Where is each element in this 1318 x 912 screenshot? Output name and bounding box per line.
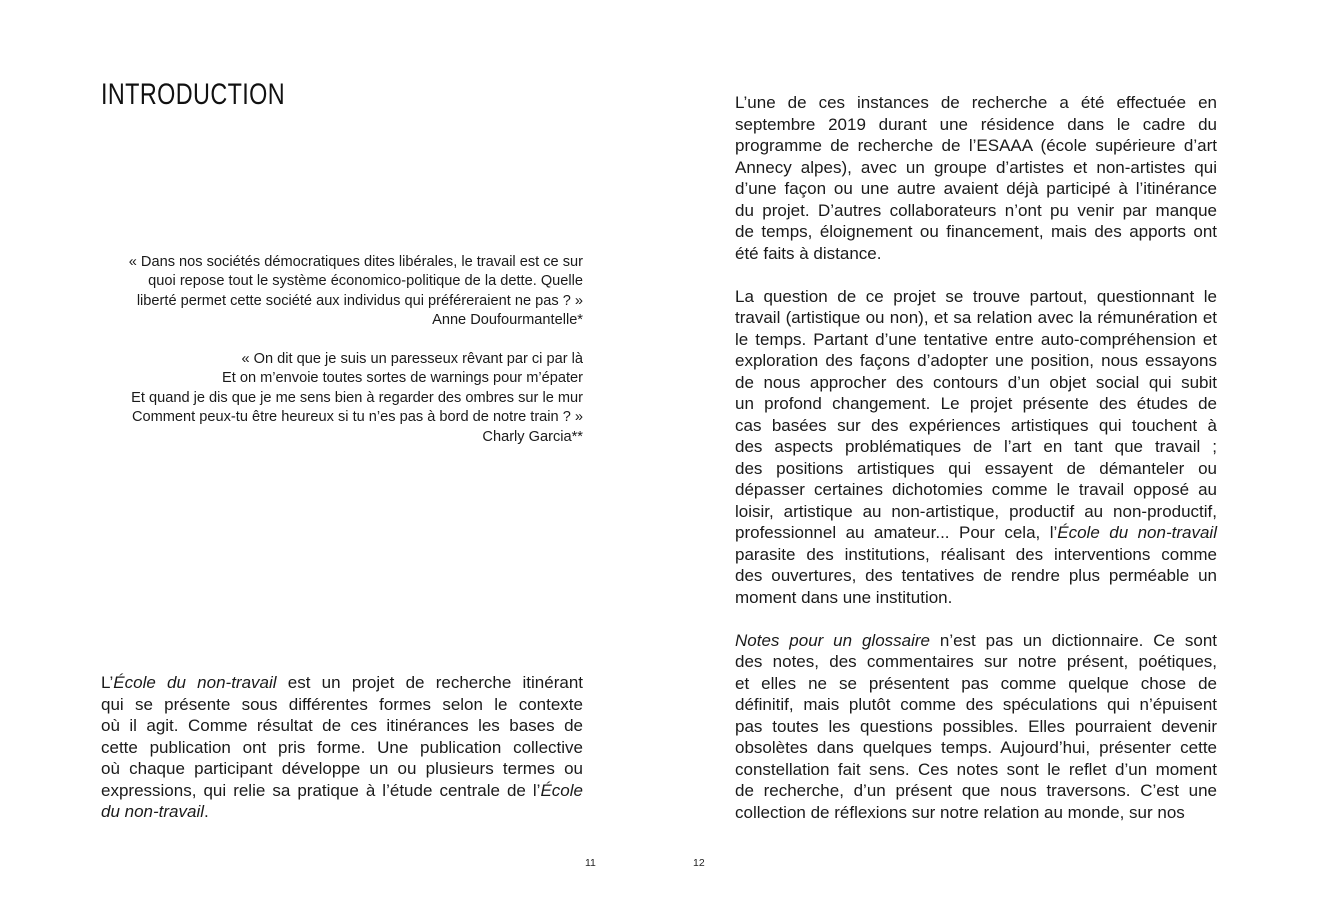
text-run: de recherche, d’un présent que nous traversons. C’est une [735,781,1217,800]
quote-line: quoi repose tout le système économico-politique de la dette. Quelle [148,273,583,290]
text-line [735,694,1217,716]
text-run: obsolètes dans quelques temps. Aujourd’hui, présenter cette [735,738,1217,757]
text-run: du projet. D’autres collaborateurs n’ont pu venir par manque [735,200,1217,220]
quote-author: Anne Doufourmantelle* [432,312,583,329]
right-page [659,0,1318,912]
text-run: La question de ce projet se trouve partout, questionnant le [735,286,1217,306]
text-run: L’ [101,673,114,692]
text-line [735,157,1217,179]
text-line [101,694,583,716]
text-line [735,587,1217,609]
text-line [735,716,1217,738]
text-run: parasite des institutions, réalisant des interventions comme [735,544,1217,564]
text-line [735,221,1217,243]
text-run: et elles ne se présentent pas comme quelque chose de [735,673,1217,693]
text-run: des aspects problématiques de l’art en tant que travail ; [735,437,1217,456]
text-run: programme de recherche de l’ESAAA (école supérieure d’art [735,136,1217,155]
text-line [735,737,1217,759]
text-line [735,544,1217,566]
text-run: définitif, mais plutôt comme des spéculations qui n’épuisent [735,695,1217,714]
text-line [735,501,1217,523]
text-run: des ouvertures, des tentatives de rendre plus perméable un [735,566,1217,585]
text-run: d’une façon ou une autre avaient déjà participé à l’itinérance [735,179,1217,198]
text-run: moment dans une institution. [735,587,953,607]
text-run: est un projet de recherche itinérant [276,673,583,692]
text-line [735,200,1217,222]
page-title: INTRODUCTION [101,78,286,111]
text-line [101,758,583,780]
text-line [735,565,1217,587]
text-run: pas toutes les questions possibles. Elles pourraient devenir [735,716,1217,736]
text-line [735,759,1217,781]
text-line [735,307,1217,329]
text-line [101,715,583,737]
text-line [735,479,1217,501]
text-run: n’est pas un dictionnaire. Ce sont [930,630,1217,650]
text-line [735,372,1217,394]
text-line [735,350,1217,372]
text-line [735,92,1217,114]
text-run: de temps, éloignement ou financement, mais des apports ont [735,222,1217,241]
text-run: cette publication ont pris forme. Une publication collective [101,737,583,757]
quote-line: liberté permet cette société aux individus qui préféreraient ne pas ? » [136,292,583,309]
page-number: 12 [693,857,705,869]
italic-title: École du non-travail [113,673,277,692]
epigraph-quote [101,253,583,331]
text-run: exploration des façons d’adopter une position, nous essayons [735,351,1217,370]
text-line [735,802,1217,824]
paragraph [735,630,1217,824]
text-run: un profond changement. Le projet présente des études de [735,394,1217,413]
text-line [735,114,1217,136]
body-text [101,672,583,844]
text-line [735,286,1217,308]
text-line [735,178,1217,200]
quote-line: Et on m’envoie toutes sortes de warnings pour m’épater [222,370,583,387]
text-line [101,737,583,759]
epigraphs [101,253,583,466]
text-line [735,780,1217,802]
italic-title: du non-travail [101,802,205,821]
page-number: 11 [585,857,596,869]
text-run: professionnel au amateur... Pour cela, l’ [735,523,1058,542]
paragraph [735,286,1217,609]
text-line [735,415,1217,437]
text-line [101,801,583,823]
quote-author: Charly Garcia** [482,428,583,445]
quote-line: « Dans nos sociétés démocratiques dites libérales, le travail est ce sur [128,254,583,270]
text-run: des notes, des commentaires sur notre présent, poétiques, [735,652,1217,671]
text-run: L’une de ces instances de recherche a été effectuée en [735,93,1217,112]
text-run: septembre 2019 durant une résidence dans le cadre du [735,114,1217,134]
text-line [101,672,583,694]
text-run: où chaque participant développe un ou plusieurs termes ou [101,759,583,778]
epigraph-quote [101,350,583,447]
text-line [101,780,583,802]
italic-title: École du non-travail [1057,523,1217,542]
text-run: cas basées sur des expériences artistiques qui touchent à [735,415,1217,435]
text-run: de nous approcher des contours d’un objet social qui subit [735,372,1217,392]
text-run: le temps. Partant d’une tentative entre auto-compréhension et [735,329,1217,349]
text-run: où il agit. Comme résultat de ces itinérances les bases de [101,716,583,735]
text-line [735,651,1217,673]
text-run: collection de réflexions sur notre relation au monde, sur nos [735,802,1185,822]
text-line [735,243,1217,265]
text-run: travail (artistique ou non), et sa relation avec la rémunération et [735,308,1217,327]
text-run: Annecy alpes), avec un groupe d’artistes et non-artistes qui [735,157,1217,177]
quote-line: « On dit que je suis un paresseux rêvant par ci par là [241,351,583,368]
text-line [735,458,1217,480]
paragraph [101,672,583,823]
text-line [735,329,1217,351]
paragraph [735,92,1217,264]
text-run: dépasser certaines dichotomies comme le travail opposé au [735,480,1217,499]
text-line [735,393,1217,415]
italic-title: Notes pour un glossaire [735,630,930,650]
text-run: . [204,802,209,821]
text-line [735,630,1217,652]
text-run: des positions artistiques qui essayent de démanteler ou [735,458,1217,478]
text-line [735,522,1217,544]
text-run: été faits à distance. [735,243,882,263]
text-line [735,673,1217,695]
quote-line: Comment peux-tu être heureux si tu n’es pas à bord de notre train ? » [131,409,583,426]
text-run: expressions, qui relie sa pratique à l’étude centrale de l’ [101,780,541,800]
text-run: constellation fait sens. Ces notes sont le reflet d’un moment [735,759,1217,779]
text-run: qui se présente sous différentes formes selon le contexte [101,694,583,714]
italic-title: École [540,780,583,800]
text-line [735,436,1217,458]
body-text [735,92,1217,845]
text-run: loisir, artistique au non-artistique, productif au non-productif, [735,501,1217,521]
quote-line: Et quand je dis que je me sens bien à regarder des ombres sur le mur [131,389,583,406]
text-line [735,135,1217,157]
